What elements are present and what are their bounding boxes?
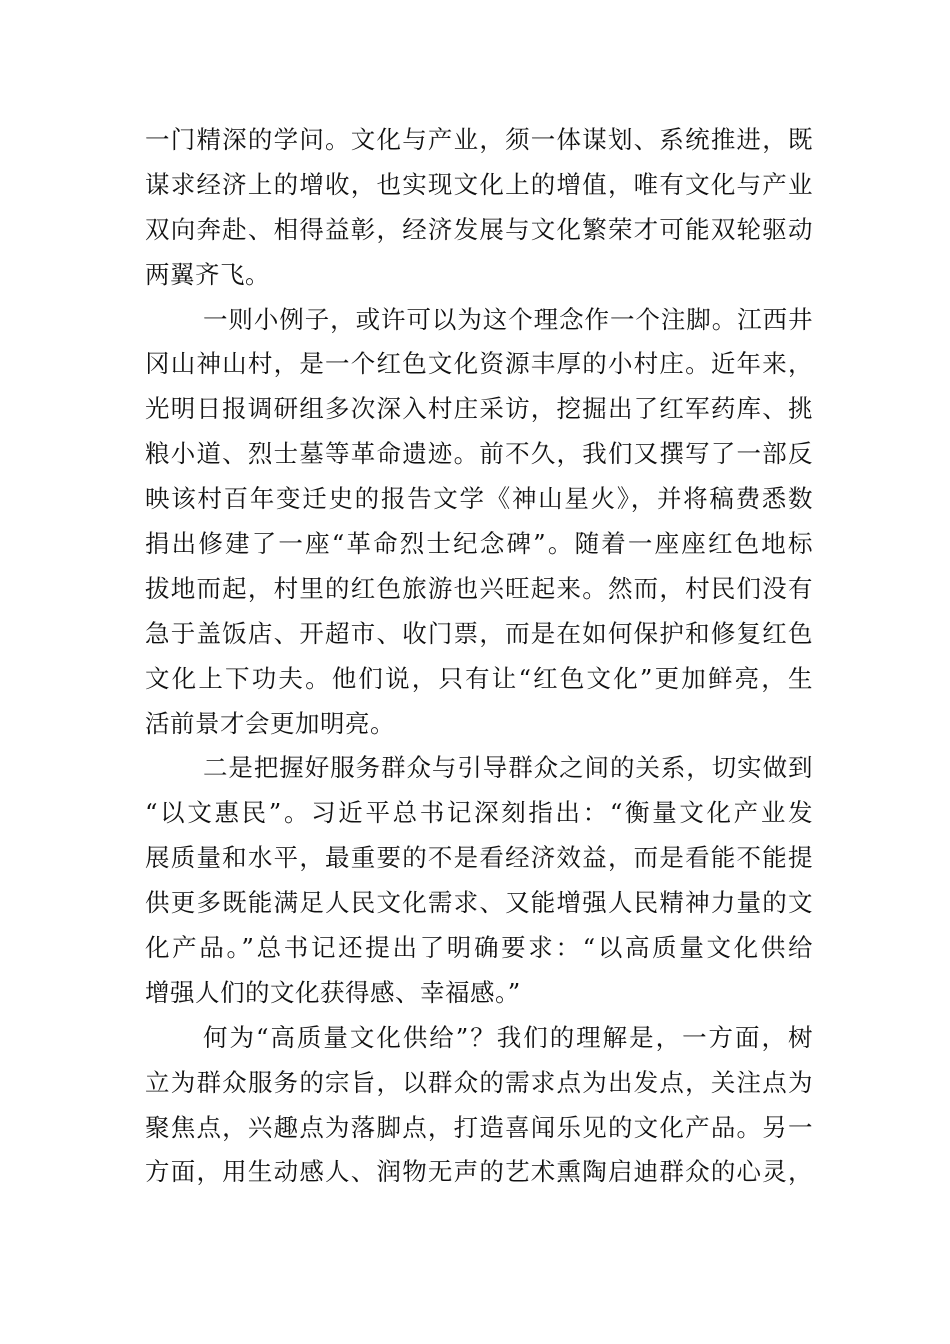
text-line: 急于盖饭店、开超市、收门票，而是在如何保护和修复红色 [145, 618, 813, 648]
paragraph-4 [145, 1016, 813, 1196]
text-line: 谋求经济上的增收，也实现文化上的增值，唯有文化与产业 [145, 169, 813, 199]
text-line: 捐出修建了一座“革命烈士纪念碑”。随着一座座红色地标 [145, 529, 813, 559]
text-line: 一则小例子，或许可以为这个理念作一个注脚。江西井 [203, 304, 813, 334]
paragraph-3 [145, 746, 813, 1015]
text-line: 冈山神山村，是一个红色文化资源丰厚的小村庄。近年来， [145, 349, 813, 379]
text-line: 光明日报调研组多次深入村庄采访，挖掘出了红军药库、挑 [145, 394, 813, 424]
text-line: 文化上下功夫。他们说，只有让“红色文化”更加鲜亮，生 [145, 663, 813, 693]
text-line: 一门精深的学问。文化与产业，须一体谋划、系统推进，既 [145, 125, 813, 154]
paragraph-2 [145, 298, 813, 747]
text-line: 展质量和水平，最重要的不是看经济效益，而是看能不能提 [145, 843, 813, 873]
text-line: 活前景才会更加明亮。 [145, 708, 395, 738]
text-line: “以文惠民”。习近平总书记深刻指出：“衡量文化产业发 [145, 798, 813, 828]
text-line: 二是把握好服务群众与引导群众之间的关系，切实做到 [203, 753, 813, 783]
text-line: 映该村百年变迁史的报告文学《神山星火》，并将稿费悉数 [145, 484, 813, 514]
text-line: 化产品。”总书记还提出了明确要求：“以高质量文化供给 [145, 933, 813, 963]
document-page [145, 118, 813, 1195]
text-line: 增强人们的文化获得感、幸福感。” [145, 977, 521, 1007]
text-line: 何为“高质量文化供给”？我们的理解是，一方面，树 [203, 1022, 813, 1052]
text-line: 立为群众服务的宗旨，以群众的需求点为出发点，关注点为 [145, 1067, 813, 1097]
text-line: 供更多既能满足人民文化需求、又能增强人民精神力量的文 [145, 888, 813, 918]
text-line: 两翼齐飞。 [145, 259, 270, 289]
text-line: 聚焦点，兴趣点为落脚点，打造喜闻乐见的文化产品。另一 [145, 1112, 813, 1142]
text-line: 方面，用生动感人、润物无声的艺术熏陶启迪群众的心灵， [145, 1157, 813, 1187]
paragraph-1 [145, 118, 813, 298]
text-line: 双向奔赴、相得益彰，经济发展与文化繁荣才可能双轮驱动 [145, 214, 813, 244]
text-line: 拔地而起，村里的红色旅游也兴旺起来。然而，村民们没有 [145, 573, 813, 603]
text-line: 粮小道、烈士墓等革命遗迹。前不久，我们又撰写了一部反 [145, 439, 813, 469]
